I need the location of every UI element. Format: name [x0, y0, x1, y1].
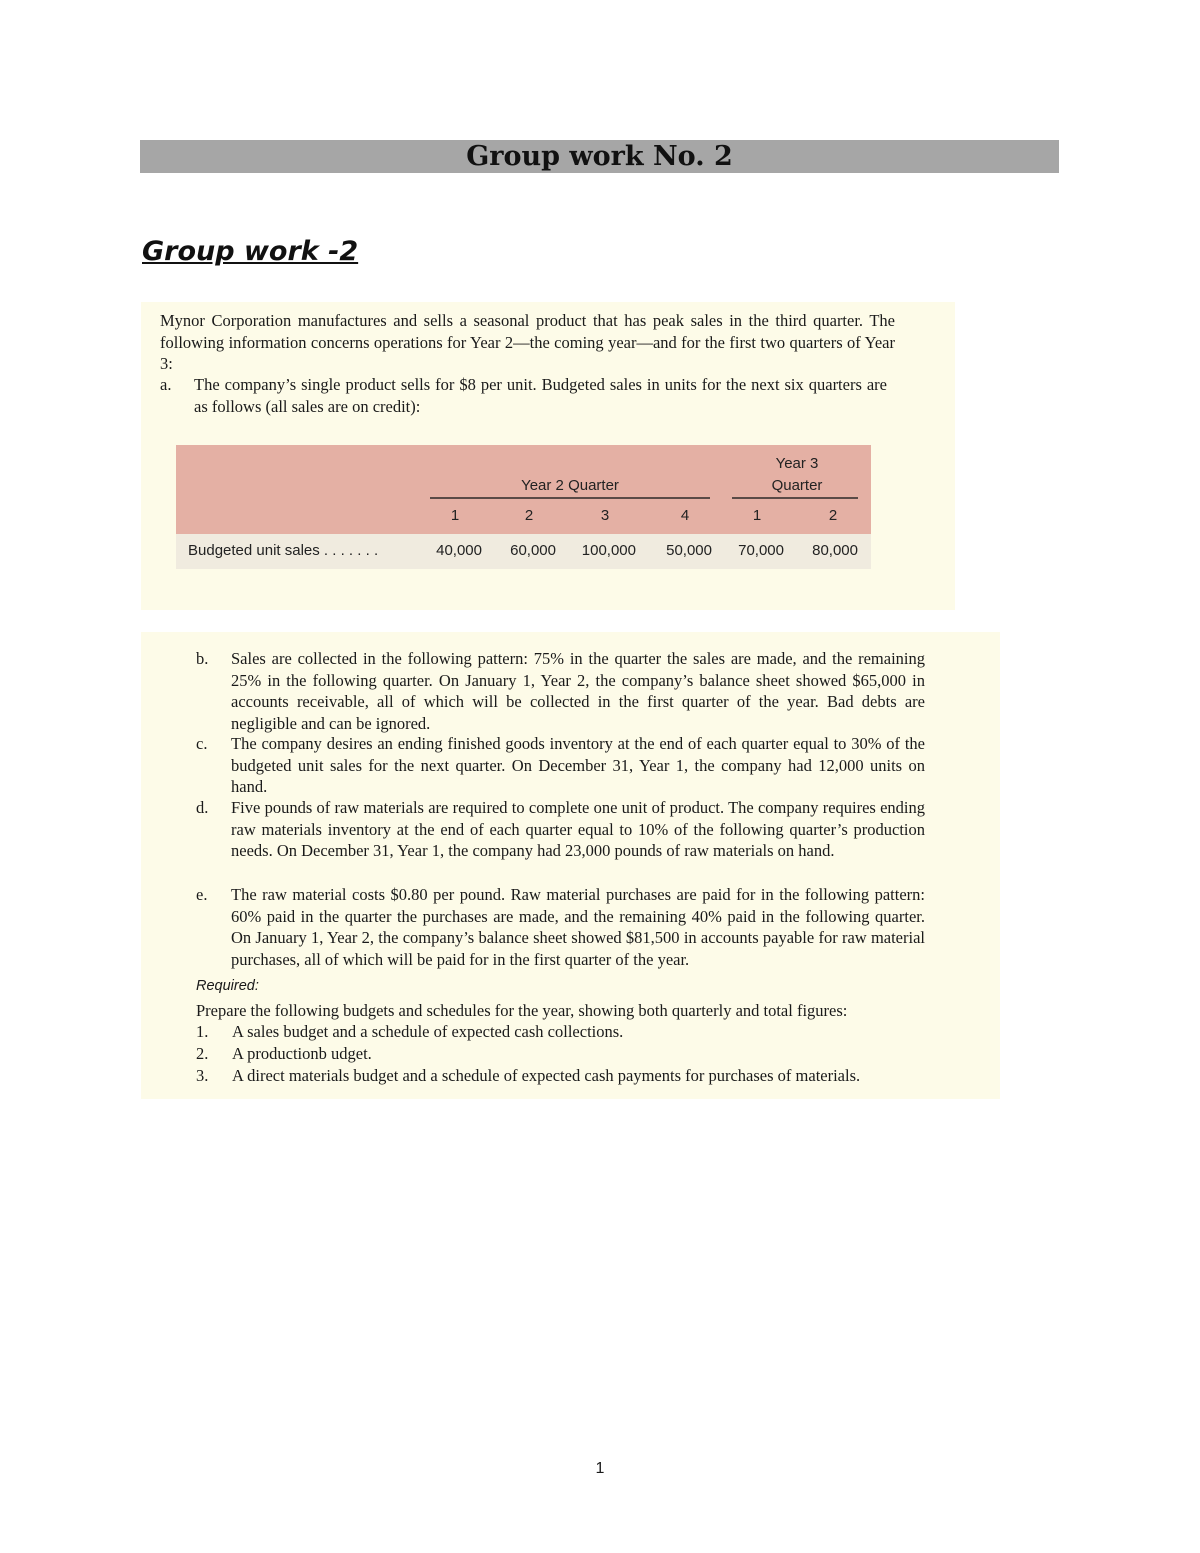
required-text: Prepare the following budgets and schedules for the year, showing both quarterly and total figures: [196, 1001, 848, 1020]
problem-intro: Mynor Corporation manufactures and sells a seasonal product that has peak sales in the third quarter. The following information concerns operations for Year 2—the coming year—and for the first two quarters of Year 3: [160, 311, 895, 373]
year2-header: Year 2 Quarter [521, 477, 619, 494]
table-cell: 40,000 [436, 542, 482, 559]
required-label: Required: [196, 978, 259, 994]
item-b-letter: b. [196, 649, 209, 668]
table-cell: 50,000 [666, 542, 712, 559]
item-e-letter: e. [196, 885, 208, 904]
list-item-text: A direct materials budget and a schedule of expected cash payments for purchases of materials. [232, 1066, 861, 1085]
year3-header-line1: Year 3 [775, 455, 819, 472]
row-label: Budgeted unit sales . . . . . . . [188, 542, 379, 559]
year3-header-line2: Quarter [771, 477, 823, 494]
item-d-text: Five pounds of raw materials are required to complete one unit of product. The company requires ending raw materials inventory at the end of each quarter equal to 10% of the following quarter’s production needs. On December 31, Year 1, the company had 23,000 pounds of raw materials on hand. [231, 798, 925, 860]
table-cell: 80,000 [812, 542, 858, 559]
item-a-text: The company’s single product sells for $8 per unit. Budgeted sales in units for the next six quarters are as follows (all sales are on credit): [194, 375, 887, 416]
item-a-letter: a. [160, 375, 172, 394]
section-heading: Group work -2 [142, 236, 359, 267]
table-cell: 100,000 [581, 542, 636, 559]
table-cell: 60,000 [510, 542, 556, 559]
list-item-text: A sales budget and a schedule of expected cash collections. [232, 1022, 624, 1041]
page-header-title: Group work No. 2 [466, 141, 733, 172]
item-d-letter: d. [196, 798, 209, 817]
quarter-label: 2 [524, 507, 534, 524]
item-e-text: The raw material costs $0.80 per pound. Raw material purchases are paid for in the following pattern: 60% paid in the quarter the purchases are made, and the remaining 40% paid in the following quarter. On January 1, Year 2, the company’s balance sheet showed $81,500 in accounts payable for raw material purchases, all of which will be paid for in the first quarter of the year. [231, 885, 925, 969]
quarter-label: 4 [680, 507, 690, 524]
list-item-number: 3. [196, 1066, 209, 1085]
item-b-text: Sales are collected in the following pattern: 75% in the quarter the sales are made, and the remaining 25% in the following quarter. On January 1, Year 2, the company’s balance sheet showed $65,000 in accounts receivable, all of which will be collected in the first quarter of the year. Bad debts are negligible and can be ignored. [231, 649, 925, 733]
page-header-bar [140, 140, 1059, 173]
year3-header-rule [732, 497, 858, 499]
quarter-label: 1 [450, 507, 460, 524]
year2-header-rule [430, 497, 710, 499]
quarter-label: 2 [828, 507, 838, 524]
table-cell: 70,000 [738, 542, 784, 559]
list-item-text: A productionb udget. [232, 1044, 372, 1063]
page-number: 1 [595, 1460, 605, 1477]
quarter-label: 3 [600, 507, 610, 524]
list-item-number: 2. [196, 1044, 209, 1063]
item-c-text: The company desires an ending finished goods inventory at the end of each quarter equal to 30% of the budgeted unit sales for the next quarter. On December 31, Year 1, the company had 12,000 units on hand. [231, 734, 925, 796]
item-c-letter: c. [196, 734, 208, 753]
quarter-label: 1 [752, 507, 762, 524]
item-a [160, 374, 895, 418]
list-item-number: 1. [196, 1022, 209, 1041]
budgeted-sales-table [176, 445, 871, 569]
